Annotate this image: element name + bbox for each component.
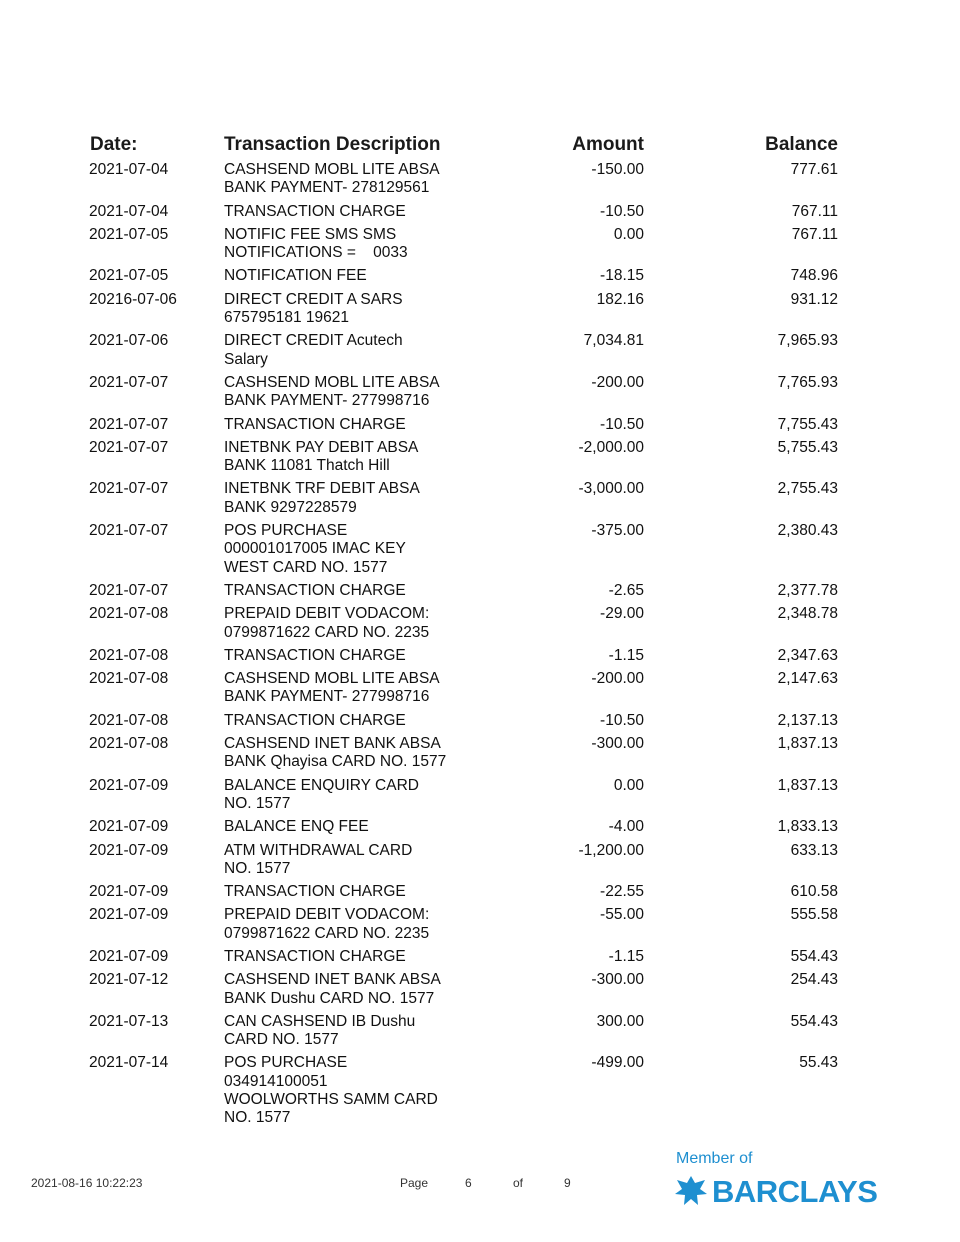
transaction-description: DIRECT CREDIT A SARS 675795181 19621 [224,290,403,327]
transaction-description: POS PURCHASE 034914100051 WOOLWORTHS SAMM CARD NO. 1577 [224,1054,438,1127]
transaction-row [0,670,960,712]
transaction-amount: -10.50 [600,202,644,220]
transaction-balance: 767.11 [791,225,838,243]
transaction-description: ATM WITHDRAWAL CARD NO. 1577 [224,841,413,877]
transaction-date: 2021-07-07 [89,480,169,498]
transaction-balance: 777.61 [790,161,838,178]
transaction-balance: 554.43 [790,947,838,965]
transaction-amount: -55.00 [600,906,644,924]
transaction-description: BALANCE ENQ FEE [224,818,369,836]
transaction-balance: 2,347.63 [777,646,838,664]
transaction-date: 2021-07-09 [89,841,169,859]
transaction-description: PREPAID DEBIT VODACOM: 0799871622 CARD NO. 2235 [224,605,430,641]
transaction-amount: 182.16 [596,290,644,308]
transaction-row [0,605,960,647]
page-label: Page [400,1176,429,1190]
print-timestamp: 2021-08-16 10:22:23 [31,1176,143,1190]
transaction-balance: 931.12 [790,290,838,308]
transaction-description: TRANSACTION CHARGE [224,415,406,433]
transaction-row [0,416,960,439]
transaction-amount: -375.00 [591,522,644,540]
transaction-amount: -200.00 [591,670,644,688]
transaction-amount: -4.00 [608,818,644,836]
transaction-row [0,735,960,777]
transaction-row [0,332,960,374]
transaction-amount: -499.00 [591,1054,644,1072]
transaction-description: NOTIFICATION FEE [224,267,367,285]
transaction-description: TRANSACTION CHARGE [224,581,406,599]
transaction-date: 2021-07-08 [89,646,169,664]
transaction-description: INETBNK PAY DEBIT ABSA BANK 11081 Thatch Hill [224,438,419,475]
column-headers [0,134,960,158]
transaction-description: CASHSEND INET BANK ABSA BANK Qhayisa CARD NO. 1577 [224,735,447,771]
transaction-amount: -2.65 [608,581,644,599]
transaction-balance: 5,755.43 [777,438,838,456]
transaction-description: NOTIFIC FEE SMS SMS NOTIFICATIONS = 0033 [224,225,408,262]
transaction-amount: -10.50 [600,711,644,729]
transaction-row [0,522,960,582]
transaction-balance: 7,755.43 [777,415,838,433]
transaction-amount: -1.15 [608,646,644,664]
transaction-row [0,480,960,522]
transaction-date: 2021-07-09 [89,947,169,965]
transaction-date: 2021-07-07 [89,581,169,599]
transaction-date: 2021-07-09 [89,906,169,924]
transaction-row [0,1013,960,1055]
transaction-date: 2021-07-08 [89,605,169,623]
transaction-amount: 7,034.81 [583,332,644,350]
transaction-row [0,1054,960,1132]
page-of-label: of [513,1176,524,1190]
transaction-amount: -22.55 [600,883,644,901]
transaction-date: 2021-07-12 [89,971,169,989]
transaction-description: TRANSACTION CHARGE [224,202,406,220]
header-date: Date: [90,134,138,155]
transaction-date: 2021-07-09 [89,818,169,836]
transaction-balance: 2,137.13 [777,711,838,729]
header-amount: Amount [572,134,644,155]
transaction-description: INETBNK TRF DEBIT ABSA BANK 9297228579 [224,480,420,516]
transaction-date: 2021-07-08 [89,711,169,729]
transaction-date: 2021-07-07 [89,522,169,540]
transaction-amount: 300.00 [596,1012,644,1030]
transaction-date: 2021-07-04 [89,161,169,178]
transaction-description: TRANSACTION CHARGE [224,947,406,965]
transaction-date: 2021-07-08 [89,735,169,753]
transaction-date: 2021-07-14 [89,1054,169,1072]
transaction-date: 2021-07-04 [89,202,169,220]
transaction-amount: -300.00 [591,735,644,753]
transaction-row [0,582,960,605]
transaction-row [0,842,960,884]
transaction-row [0,647,960,670]
transaction-amount: 0.00 [613,225,644,243]
transaction-date: 2021-07-06 [89,332,169,350]
transaction-date: 2021-07-09 [89,883,169,901]
eagle-icon [674,1174,708,1208]
transaction-date: 2021-07-09 [89,776,169,794]
transaction-amount: -3,000.00 [578,480,644,498]
barclays-logo [672,1150,882,1210]
transaction-balance: 2,377.78 [777,581,838,599]
transaction-description: POS PURCHASE 000001017005 IMAC KEY WEST CARD NO. 1577 [224,522,406,576]
transaction-balance: 7,965.93 [777,332,838,350]
transaction-amount: -200.00 [591,373,644,391]
transaction-row [0,883,960,906]
transaction-description: CASHSEND MOBL LITE ABSA BANK PAYMENT- 277998716 [224,373,440,410]
header-description: Transaction Description [224,134,441,155]
transaction-amount: -1.15 [608,947,644,965]
transaction-date: 20216-07-06 [89,290,177,308]
member-of-text: Member of [676,1150,753,1167]
transaction-amount: -2,000.00 [578,438,644,456]
transaction-balance: 2,755.43 [777,480,838,498]
transaction-row [0,161,960,203]
transaction-row [0,203,960,226]
barclays-brand-text: BARCLAYS [712,1174,878,1209]
transaction-date: 2021-07-07 [89,438,169,456]
transaction-amount: -1,200.00 [578,841,644,859]
page-total: 9 [564,1176,571,1190]
transaction-amount: -29.00 [600,605,644,623]
transaction-row [0,291,960,333]
transaction-balance: 610.58 [790,883,838,901]
transaction-balance: 1,837.13 [777,776,838,794]
transaction-row [0,971,960,1013]
transaction-row [0,906,960,948]
transaction-description: TRANSACTION CHARGE [224,883,406,901]
transaction-row [0,818,960,841]
transaction-balance: 55.43 [799,1054,838,1072]
transaction-balance: 254.43 [790,971,838,989]
transaction-date: 2021-07-13 [89,1012,169,1030]
transaction-row [0,712,960,735]
transaction-date: 2021-07-08 [89,670,169,688]
transaction-row [0,374,960,416]
transaction-balance: 2,147.63 [777,670,838,688]
transaction-table [0,161,960,1133]
header-balance: Balance [765,134,838,155]
transaction-balance: 1,833.13 [777,818,838,836]
transaction-amount: -150.00 [591,161,644,178]
transaction-date: 2021-07-07 [89,373,169,391]
page-number: 6 [465,1176,472,1190]
transaction-description: CAN CASHSEND IB Dushu CARD NO. 1577 [224,1012,416,1049]
transaction-amount: -300.00 [591,971,644,989]
transaction-description: DIRECT CREDIT Acutech Salary [224,332,403,368]
transaction-description: CASHSEND MOBL LITE ABSA BANK PAYMENT- 278129561 [224,161,440,197]
transaction-description: CASHSEND INET BANK ABSA BANK Dushu CARD NO. 1577 [224,971,441,1007]
transaction-row [0,777,960,819]
transaction-balance: 554.43 [790,1012,838,1030]
transaction-balance: 7,765.93 [777,373,838,391]
transaction-balance: 555.58 [790,906,838,924]
transaction-row [0,267,960,290]
transaction-row [0,948,960,971]
transaction-balance: 2,380.43 [777,522,838,540]
transaction-row [0,439,960,481]
transaction-description: TRANSACTION CHARGE [224,646,406,664]
transaction-description: TRANSACTION CHARGE [224,711,406,729]
transaction-amount: -10.50 [600,415,644,433]
transaction-balance: 1,837.13 [777,735,838,753]
transaction-balance: 2,348.78 [777,605,838,623]
transaction-date: 2021-07-05 [89,225,169,243]
transaction-date: 2021-07-05 [89,267,169,285]
transaction-description: BALANCE ENQUIRY CARD NO. 1577 [224,776,419,812]
transaction-row [0,226,960,268]
transaction-amount: 0.00 [613,776,644,794]
transaction-description: CASHSEND MOBL LITE ABSA BANK PAYMENT- 277998716 [224,670,440,706]
transaction-balance: 748.96 [790,267,838,285]
transaction-balance: 633.13 [790,841,838,859]
transaction-description: PREPAID DEBIT VODACOM: 0799871622 CARD NO. 2235 [224,906,430,942]
transaction-date: 2021-07-07 [89,415,169,433]
transaction-balance: 767.11 [791,202,838,220]
transaction-amount: -18.15 [600,267,644,285]
